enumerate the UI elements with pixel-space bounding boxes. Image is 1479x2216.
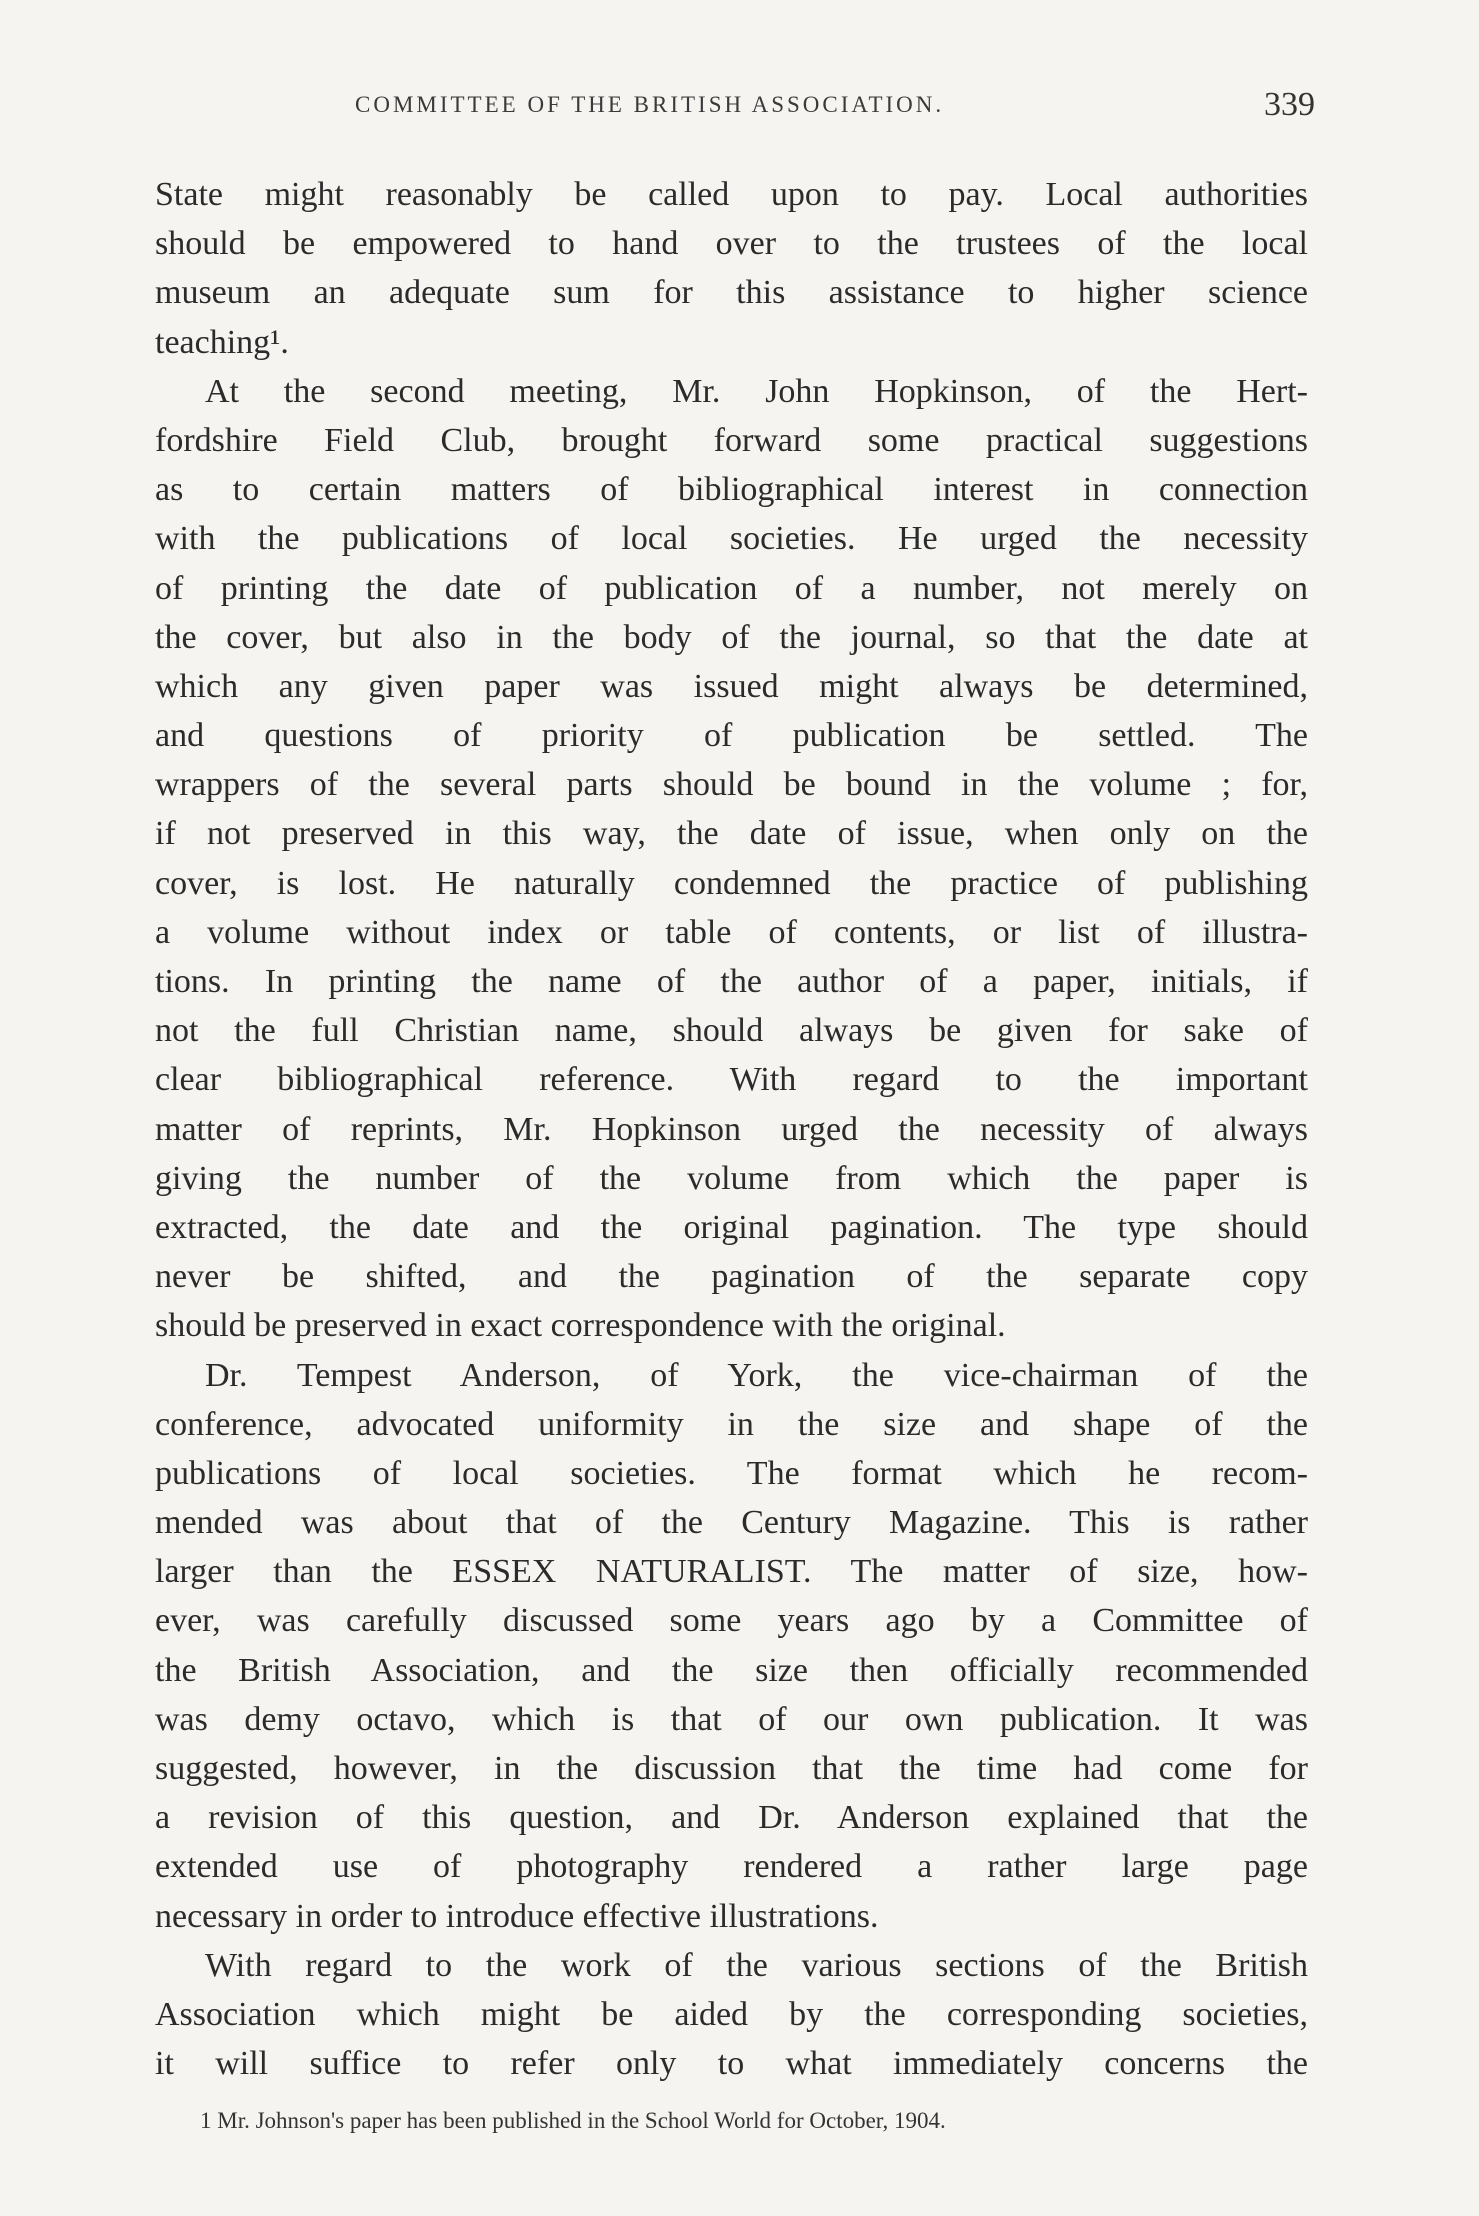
running-head [155,86,1315,130]
text-line: conference, advocated uniformity in the size and shape of the [155,1405,1308,1443]
text-line: mended was about that of the Century Magazine. This is rather [155,1504,1308,1542]
text-line: and questions of priority of publication be settled. The [155,717,1308,755]
text-line: tions. In printing the name of the author of a paper, initials, if [155,963,1308,1000]
text-line: ever, was carefully discussed some years ago by a Committee of [155,1602,1308,1640]
text-line: fordshire Field Club, brought forward some practical suggestions [155,421,1308,459]
page-number: 339 [1264,86,1315,123]
text-line: Dr. Tempest Anderson, of York, the vice-chairman of the [205,1356,1308,1394]
text-line: the British Association, and the size then officially recommended [155,1651,1308,1689]
text-line: wrappers of the several parts should be bound in the volume ; for, [155,766,1308,804]
text-line: With regard to the work of the various sections of the British [205,1946,1308,1984]
text-line: never be shifted, and the pagination of the separate copy [155,1258,1308,1296]
text-line: a revision of this question, and Dr. Anderson explained that the [155,1799,1308,1837]
text-line: Association which might be aided by the corresponding societies, [155,1995,1308,2033]
body-text [155,170,1308,2088]
text-line: suggested, however, in the discussion that the time had come for [155,1750,1308,1787]
text-line: clear bibliographical reference. With regard to the important [155,1061,1308,1099]
text-line: At the second meeting, Mr. John Hopkinson, of the Hert- [205,372,1308,410]
text-line: cover, is lost. He naturally condemned the practice of publishing [155,864,1308,902]
text-line: should be preserved in exact correspondence with the original. [155,1307,1006,1345]
text-line: necessary in order to introduce effective illustrations. [155,1897,879,1935]
text-line: with the publications of local societies. He urged the necessity [155,520,1308,558]
text-line: State might reasonably be called upon to pay. Local authorities [155,176,1308,213]
running-title: COMMITTEE OF THE BRITISH ASSOCIATION. [355,92,945,117]
text-line: publications of local societies. The format which he recom- [155,1454,1308,1492]
text-line: extracted, the date and the original pagination. The type should [155,1208,1308,1246]
text-line: teaching¹. [155,323,289,361]
text-line: larger than the ESSEX NATURALIST. The matter of size, how- [155,1553,1308,1591]
footnote: 1 Mr. Johnson's paper has been published in the School World for October, 1904. [200,2108,946,2133]
text-line: a volume without index or table of contents, or list of illustra- [155,913,1308,951]
text-line: which any given paper was issued might always be determined, [155,667,1308,705]
text-line: should be empowered to hand over to the trustees of the local [155,225,1308,263]
text-line: extended use of photography rendered a rather large page [155,1848,1308,1886]
text-line: museum an adequate sum for this assistance to higher science [155,274,1308,312]
text-line: as to certain matters of bibliographical interest in connection [155,471,1308,509]
text-line: the cover, but also in the body of the journal, so that the date at [155,618,1308,656]
text-line: if not preserved in this way, the date of issue, when only on the [155,815,1308,853]
text-line: not the full Christian name, should always be given for sake of [155,1012,1308,1050]
text-line: matter of reprints, Mr. Hopkinson urged the necessity of always [155,1110,1308,1148]
text-line: of printing the date of publication of a number, not merely on [155,569,1308,607]
text-line: giving the number of the volume from which the paper is [155,1159,1308,1197]
text-line: it will suffice to refer only to what immediately concerns the [155,2045,1308,2083]
text-line: was demy octavo, which is that of our own publication. It was [155,1700,1308,1738]
